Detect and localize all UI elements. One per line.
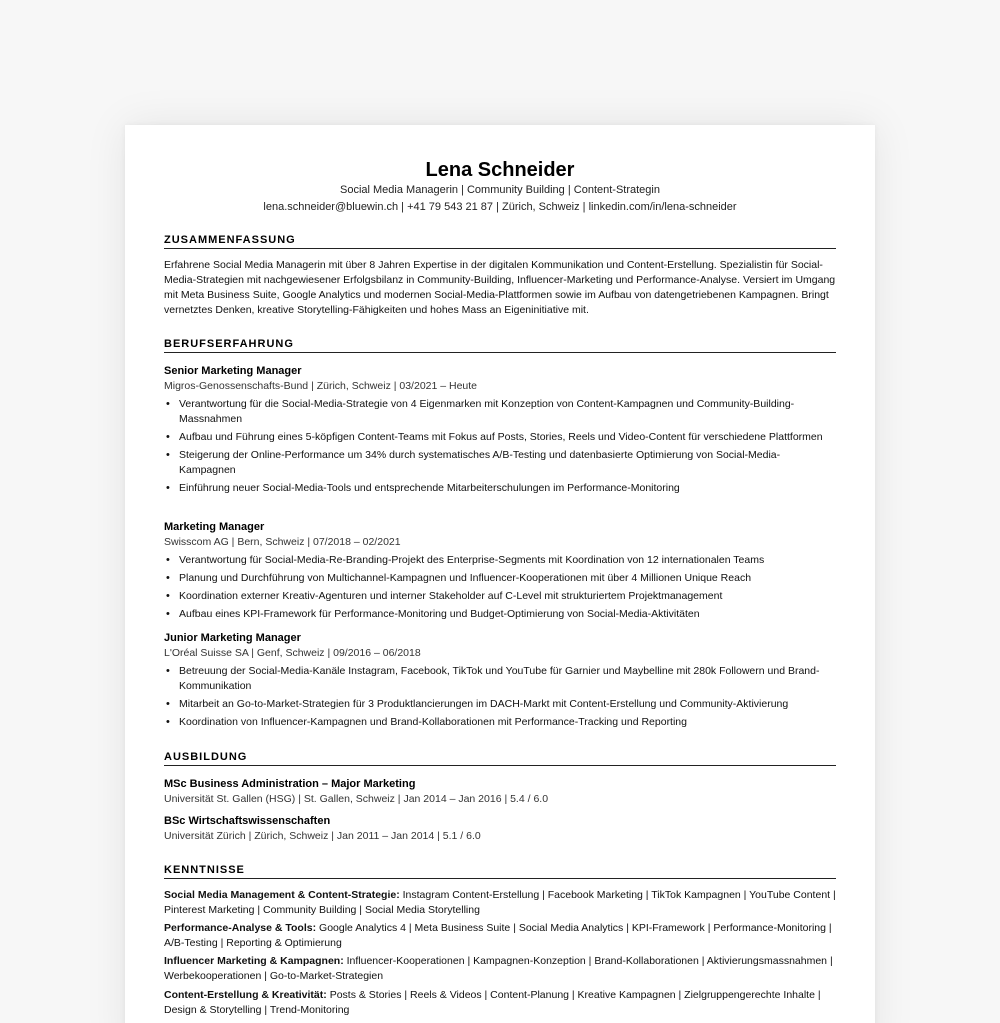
skill-line <box>164 988 836 1018</box>
list-item: • Koordination externer Kreativ-Agenturen und interner Stakeholder auf C-Level mit strukturiertem Projektmanagement <box>164 589 836 604</box>
skill-line <box>164 888 836 918</box>
job-bullets <box>164 664 836 733</box>
skill-text: Google Analytics 4 | Meta Business Suite | Social Media Analytics | KPI-Framework | Performance-Monitoring | A/B-Testing | Reporting & Optimierung <box>164 922 832 949</box>
degree-institution: Universität Zürich | Zürich, Schweiz | Jan 2011 – Jan 2014 | 5.1 / 6.0 <box>164 830 481 842</box>
summary-text: Erfahrene Social Media Managerin mit über 8 Jahren Expertise in der digitalen Kommunikation und Content-Erstellung. Spezialistin für Social-Media-Strategien mit nachgewiesener Erfolgsbilanz in Community-Building, Influencer-Marketing und Performance-Analyse. Versiert im Umgang mit Meta Business Suite, Google Analytics und modernen Social-Media-Plattformen sowie im Aufbau von datengetriebenen Kampagnen. Bringt vernetztes Denken, kreative Storytelling-Fähigkeiten und hohes Mass an Eigeninitiative mit. <box>164 259 836 316</box>
resume-page <box>125 125 875 1023</box>
list-item: • Aufbau eines KPI-Framework für Performance-Monitoring und Budget-Optimierung von Social-Media-Aktivitäten <box>164 607 836 622</box>
list-item: • Koordination von Influencer-Kampagnen und Brand-Kollaborationen mit Performance-Tracking und Reporting <box>164 715 836 730</box>
job-employer: L'Oréal Suisse SA | Genf, Schweiz | 09/2016 – 06/2018 <box>164 647 421 659</box>
skill-text: Posts & Stories | Reels & Videos | Content-Planung | Kreative Kampagnen | Zielgruppengerechte Inhalte | Design & Storytelling | Trend-Monitoring <box>164 989 821 1016</box>
job-bullets <box>164 553 836 625</box>
degree-title: MSc Business Administration – Major Marketing <box>164 778 416 790</box>
job-title: Marketing Manager <box>164 521 265 533</box>
candidate-headline: Social Media Managerin | Community Building | Content-Strategin <box>340 184 660 196</box>
section-title-summary: ZUSAMMENFASSUNG <box>164 234 836 249</box>
list-item: • Steigerung der Online-Performance um 34% durch systematisches A/B-Testing und datenbasierte Optimierung von Social-Media-Kampagnen <box>164 448 836 478</box>
candidate-name: Lena Schneider <box>425 159 575 181</box>
degree-institution: Universität St. Gallen (HSG) | St. Gallen, Schweiz | Jan 2014 – Jan 2016 | 5.4 / 6.0 <box>164 793 549 805</box>
job-employer: Migros-Genossenschafts-Bund | Zürich, Schweiz | 03/2021 – Heute <box>164 380 478 392</box>
skill-text: Influencer-Kooperationen | Kampagnen-Konzeption | Brand-Kollaborationen | Aktivierungsmassnahmen | Werbekooperationen | Go-to-Market-Strategien <box>164 955 833 982</box>
section-title-education: AUSBILDUNG <box>164 751 836 766</box>
list-item: • Mitarbeit an Go-to-Market-Strategien für 3 Produktlancierungen im DACH-Markt mit Content-Erstellung und Community-Aktivierung <box>164 697 836 712</box>
list-item: • Aufbau und Führung eines 5-köpfigen Content-Teams mit Fokus auf Posts, Stories, Reels und Video-Content für verschiedene Plattformen <box>164 430 836 445</box>
section-title-skills: KENNTNISSE <box>164 864 836 879</box>
list-item: • Einführung neuer Social-Media-Tools und entsprechende Mitarbeiterschulungen im Performance-Monitoring <box>164 481 836 496</box>
job-title: Junior Marketing Manager <box>164 632 301 644</box>
skill-label: Social Media Management & Content-Strategie: <box>164 889 400 901</box>
list-item: • Verantwortung für die Social-Media-Strategie von 4 Eigenmarken mit Konzeption von Content-Kampagnen und Community-Building-Massnahmen <box>164 397 836 427</box>
job-bullets <box>164 397 836 499</box>
job-employer: Swisscom AG | Bern, Schweiz | 07/2018 – 02/2021 <box>164 536 401 548</box>
skill-line <box>164 921 836 951</box>
skill-label: Content-Erstellung & Kreativität: <box>164 989 327 1001</box>
degree-title: BSc Wirtschaftswissenschaften <box>164 815 331 827</box>
skill-label: Influencer Marketing & Kampagnen: <box>164 955 344 967</box>
skill-label: Performance-Analyse & Tools: <box>164 922 317 934</box>
skill-line <box>164 954 836 984</box>
list-item: • Planung und Durchführung von Multichannel-Kampagnen und Influencer-Kooperationen mit über 4 Millionen Unique Reach <box>164 571 836 586</box>
list-item: • Verantwortung für Social-Media-Re-Branding-Projekt des Enterprise-Segments mit Koordination von 12 internationalen Teams <box>164 553 836 568</box>
skill-text: Instagram Content-Erstellung | Facebook Marketing | TikTok Kampagnen | YouTube Content | Pinterest Marketing | Community Building | Social Media Storytelling <box>164 889 836 916</box>
contact-line: lena.schneider@bluewin.ch | +41 79 543 21 87 | Zürich, Schweiz | linkedin.com/in/lena-schneider <box>263 201 737 213</box>
job-title: Senior Marketing Manager <box>164 365 302 377</box>
section-title-experience: BERUFSERFAHRUNG <box>164 338 836 353</box>
list-item: • Betreuung der Social-Media-Kanäle Instagram, Facebook, TikTok und YouTube für Garnier und Maybelline mit 280k Followern und Brand-Kommunikation <box>164 664 836 694</box>
